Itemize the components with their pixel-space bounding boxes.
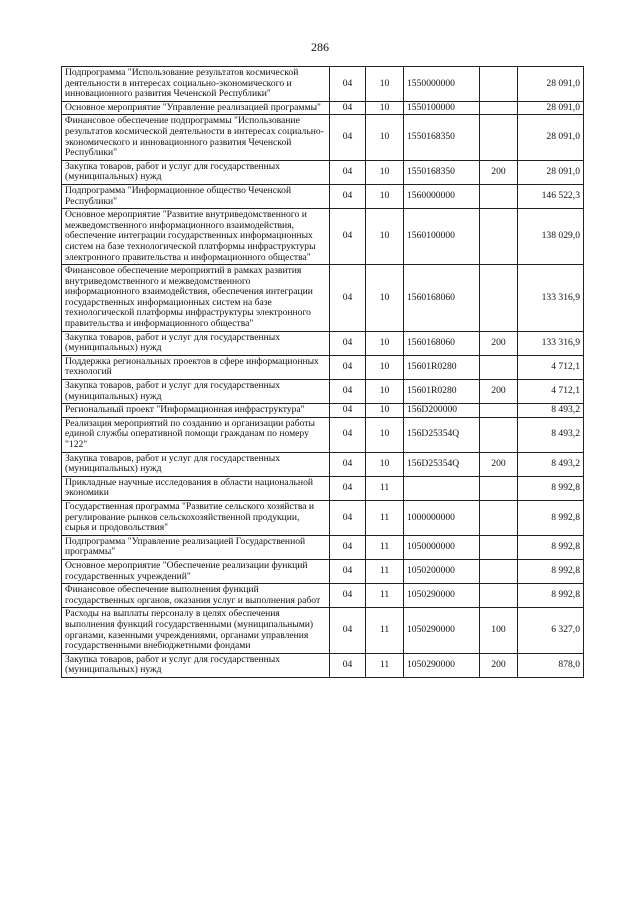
subsection-code-cell: 11 xyxy=(366,500,404,535)
target-item-code-cell: 15601R0280 xyxy=(404,355,480,379)
expense-name-cell: Финансовое обеспечение мероприятий в рамках развития внутриведомственного и межведомственного информационного взаимодействия, обеспечения интеграции государственных информационных систем на базе технологической платформы инфраструктуры электронного правительства и информационного общества" xyxy=(62,265,330,332)
target-item-code-cell: 1560168060 xyxy=(404,331,480,355)
target-item-code-cell: 1050290000 xyxy=(404,608,480,653)
expense-type-code-cell xyxy=(480,67,518,102)
target-item-code-cell: 1550168350 xyxy=(404,160,480,184)
expense-name-cell: Основное мероприятие "Развитие внутриведомственного и межведомственного информационного взаимодействия, обеспечение интеграции государственных информационных систем на базе технологической платформы инфраструктуры электронного правительства и информационного общества" xyxy=(62,209,330,265)
expense-type-code-cell xyxy=(480,265,518,332)
page-number: 286 xyxy=(311,40,329,54)
section-code-cell: 04 xyxy=(330,535,366,559)
amount-cell: 8 992,8 xyxy=(518,476,584,500)
expense-name-cell: Подпрограмма "Использование результатов космической деятельности в интересах социально-экономического и инновационного развития Чеченской Республики" xyxy=(62,67,330,102)
target-item-code-cell: 1550168350 xyxy=(404,115,480,160)
amount-cell: 4 712,1 xyxy=(518,380,584,404)
amount-cell: 8 992,8 xyxy=(518,559,584,583)
amount-cell: 138 029,0 xyxy=(518,209,584,265)
subsection-code-cell: 11 xyxy=(366,608,404,653)
subsection-code-cell: 10 xyxy=(366,404,404,418)
section-code-cell: 04 xyxy=(330,584,366,608)
target-item-code-cell: 156D25354Q xyxy=(404,452,480,476)
table-row xyxy=(62,653,584,677)
amount-cell: 8 493,2 xyxy=(518,452,584,476)
section-code-cell: 04 xyxy=(330,101,366,115)
amount-cell: 8 992,8 xyxy=(518,535,584,559)
section-code-cell: 04 xyxy=(330,265,366,332)
target-item-code-cell: 1560100000 xyxy=(404,209,480,265)
subsection-code-cell: 11 xyxy=(366,584,404,608)
expense-type-code-cell xyxy=(480,417,518,452)
expense-type-code-cell: 200 xyxy=(480,653,518,677)
table-row xyxy=(62,535,584,559)
target-item-code-cell: 156D200000 xyxy=(404,404,480,418)
expense-type-code-cell xyxy=(480,476,518,500)
target-item-code-cell: 15601R0280 xyxy=(404,380,480,404)
target-item-code-cell: 1560168060 xyxy=(404,265,480,332)
table-row xyxy=(62,209,584,265)
section-code-cell: 04 xyxy=(330,653,366,677)
expense-type-code-cell xyxy=(480,500,518,535)
amount-cell: 28 091,0 xyxy=(518,101,584,115)
expense-type-code-cell xyxy=(480,584,518,608)
section-code-cell: 04 xyxy=(330,559,366,583)
table-row xyxy=(62,476,584,500)
expense-type-code-cell: 200 xyxy=(480,331,518,355)
table-row xyxy=(62,101,584,115)
expense-name-cell: Прикладные научные исследования в области национальной экономики xyxy=(62,476,330,500)
subsection-code-cell: 10 xyxy=(366,67,404,102)
table-row xyxy=(62,584,584,608)
amount-cell: 28 091,0 xyxy=(518,115,584,160)
expense-type-code-cell xyxy=(480,559,518,583)
section-code-cell: 04 xyxy=(330,380,366,404)
amount-cell: 8 493,2 xyxy=(518,404,584,418)
table-row xyxy=(62,67,584,102)
expense-name-cell: Подпрограмма "Управление реализацией Государственной программы" xyxy=(62,535,330,559)
section-code-cell: 04 xyxy=(330,476,366,500)
budget-table xyxy=(61,66,584,678)
table-row xyxy=(62,265,584,332)
table-row xyxy=(62,608,584,653)
expense-name-cell: Основное мероприятие "Управление реализацией программы" xyxy=(62,101,330,115)
subsection-code-cell: 10 xyxy=(366,265,404,332)
subsection-code-cell: 11 xyxy=(366,559,404,583)
section-code-cell: 04 xyxy=(330,500,366,535)
amount-cell: 6 327,0 xyxy=(518,608,584,653)
target-item-code-cell: 1050000000 xyxy=(404,535,480,559)
section-code-cell: 04 xyxy=(330,355,366,379)
table-row xyxy=(62,559,584,583)
expense-name-cell: Закупка товаров, работ и услуг для государственных (муниципальных) нужд xyxy=(62,452,330,476)
expense-type-code-cell xyxy=(480,101,518,115)
amount-cell: 8 992,8 xyxy=(518,584,584,608)
expense-type-code-cell xyxy=(480,355,518,379)
budget-table-body xyxy=(62,67,584,678)
amount-cell: 4 712,1 xyxy=(518,355,584,379)
table-row xyxy=(62,160,584,184)
amount-cell: 8 992,8 xyxy=(518,500,584,535)
target-item-code-cell: 1050200000 xyxy=(404,559,480,583)
section-code-cell: 04 xyxy=(330,608,366,653)
section-code-cell: 04 xyxy=(330,404,366,418)
table-row xyxy=(62,404,584,418)
subsection-code-cell: 10 xyxy=(366,331,404,355)
subsection-code-cell: 11 xyxy=(366,535,404,559)
expense-type-code-cell: 200 xyxy=(480,380,518,404)
target-item-code-cell xyxy=(404,476,480,500)
table-row xyxy=(62,331,584,355)
section-code-cell: 04 xyxy=(330,160,366,184)
amount-cell: 133 316,9 xyxy=(518,331,584,355)
expense-name-cell: Закупка товаров, работ и услуг для государственных (муниципальных) нужд xyxy=(62,160,330,184)
section-code-cell: 04 xyxy=(330,452,366,476)
expense-name-cell: Расходы на выплаты персоналу в целях обеспечения выполнения функций государственными (муниципальными) органами, казенными учреждениями, органами управления государственными внебюджетными фондами xyxy=(62,608,330,653)
target-item-code-cell: 1050290000 xyxy=(404,584,480,608)
expense-name-cell: Основное мероприятие "Обеспечение реализации функций государственных учреждений" xyxy=(62,559,330,583)
expense-name-cell: Государственная программа "Развитие сельского хозяйства и регулирование рынков сельскохозяйственной продукции, сырья и продовольствия" xyxy=(62,500,330,535)
subsection-code-cell: 10 xyxy=(366,160,404,184)
expense-name-cell: Финансовое обеспечение подпрограммы "Использование результатов космической деятельности в интересах социально-экономического и инновационного развития Чеченской Республики" xyxy=(62,115,330,160)
subsection-code-cell: 10 xyxy=(366,101,404,115)
subsection-code-cell: 10 xyxy=(366,380,404,404)
subsection-code-cell: 10 xyxy=(366,209,404,265)
expense-type-code-cell: 100 xyxy=(480,608,518,653)
subsection-code-cell: 11 xyxy=(366,653,404,677)
expense-name-cell: Поддержка региональных проектов в сфере информационных технологий xyxy=(62,355,330,379)
amount-cell: 146 522,3 xyxy=(518,184,584,208)
subsection-code-cell: 10 xyxy=(366,452,404,476)
expense-type-code-cell xyxy=(480,209,518,265)
amount-cell: 8 493,2 xyxy=(518,417,584,452)
expense-name-cell: Финансовое обеспечение выполнения функций государственных органов, оказания услуг и выполнения работ xyxy=(62,584,330,608)
subsection-code-cell: 10 xyxy=(366,355,404,379)
expense-type-code-cell: 200 xyxy=(480,452,518,476)
section-code-cell: 04 xyxy=(330,417,366,452)
expense-type-code-cell xyxy=(480,184,518,208)
expense-type-code-cell xyxy=(480,535,518,559)
subsection-code-cell: 11 xyxy=(366,476,404,500)
expense-name-cell: Закупка товаров, работ и услуг для государственных (муниципальных) нужд xyxy=(62,331,330,355)
expense-name-cell: Закупка товаров, работ и услуг для государственных (муниципальных) нужд xyxy=(62,380,330,404)
section-code-cell: 04 xyxy=(330,209,366,265)
target-item-code-cell: 1560000000 xyxy=(404,184,480,208)
section-code-cell: 04 xyxy=(330,331,366,355)
section-code-cell: 04 xyxy=(330,115,366,160)
amount-cell: 878,0 xyxy=(518,653,584,677)
target-item-code-cell: 1550000000 xyxy=(404,67,480,102)
amount-cell: 28 091,0 xyxy=(518,67,584,102)
target-item-code-cell: 156D25354Q xyxy=(404,417,480,452)
expense-type-code-cell xyxy=(480,115,518,160)
target-item-code-cell: 1000000000 xyxy=(404,500,480,535)
section-code-cell: 04 xyxy=(330,67,366,102)
target-item-code-cell: 1050290000 xyxy=(404,653,480,677)
table-row xyxy=(62,380,584,404)
table-row xyxy=(62,184,584,208)
expense-name-cell: Подпрограмма "Информационное общество Чеченской Республики" xyxy=(62,184,330,208)
expense-name-cell: Региональный проект "Информационная инфраструктура" xyxy=(62,404,330,418)
target-item-code-cell: 1550100000 xyxy=(404,101,480,115)
table-row xyxy=(62,115,584,160)
amount-cell: 28 091,0 xyxy=(518,160,584,184)
expense-name-cell: Реализация мероприятий по созданию и организации работы единой службы оперативной помощи гражданам по номеру "122" xyxy=(62,417,330,452)
expense-type-code-cell xyxy=(480,404,518,418)
subsection-code-cell: 10 xyxy=(366,417,404,452)
subsection-code-cell: 10 xyxy=(366,115,404,160)
table-row xyxy=(62,452,584,476)
expense-name-cell: Закупка товаров, работ и услуг для государственных (муниципальных) нужд xyxy=(62,653,330,677)
table-row xyxy=(62,500,584,535)
table-row xyxy=(62,417,584,452)
table-row xyxy=(62,355,584,379)
subsection-code-cell: 10 xyxy=(366,184,404,208)
expense-type-code-cell: 200 xyxy=(480,160,518,184)
section-code-cell: 04 xyxy=(330,184,366,208)
amount-cell: 133 316,9 xyxy=(518,265,584,332)
